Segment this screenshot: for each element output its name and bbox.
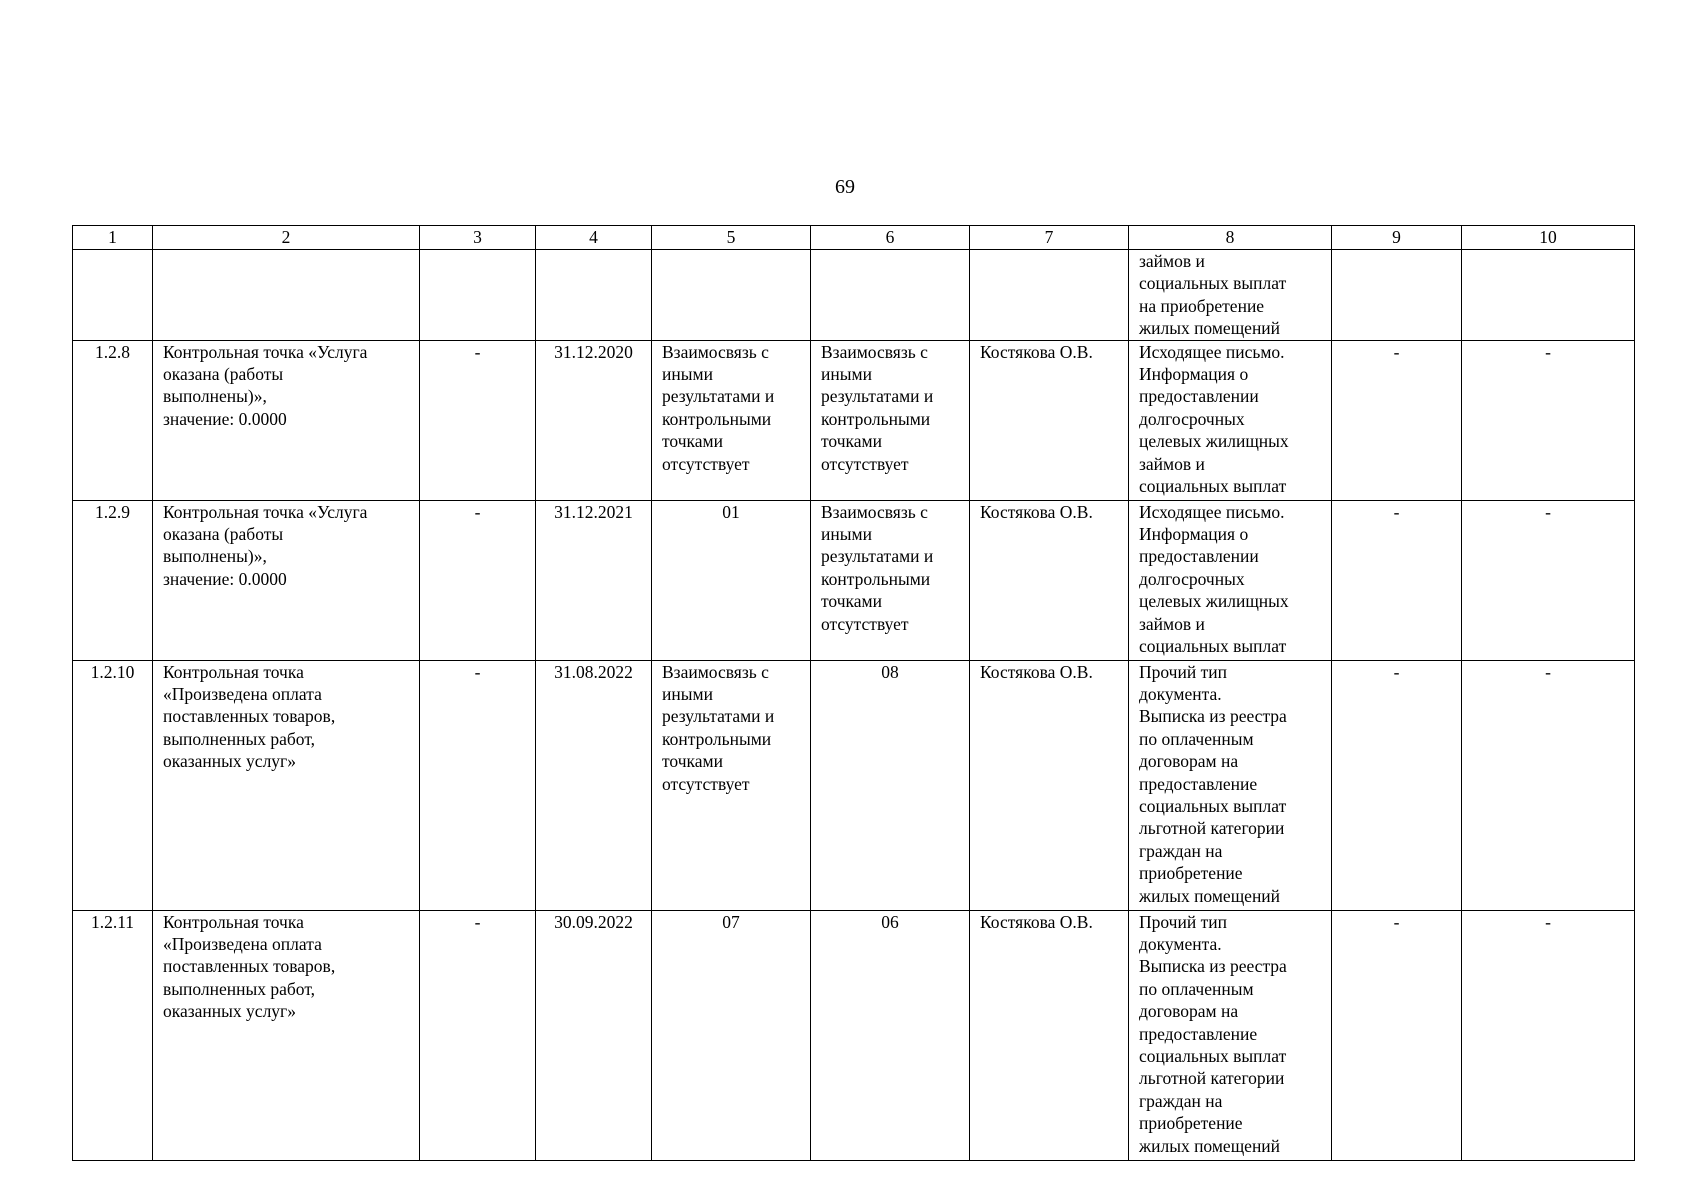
row-number: 1.2.11 bbox=[73, 910, 153, 1160]
row-date bbox=[536, 250, 652, 341]
column-number-row bbox=[73, 226, 1635, 250]
cell-col-3 bbox=[420, 250, 536, 341]
cell-col-6: 06 bbox=[811, 910, 970, 1160]
cell-col-9: - bbox=[1332, 340, 1462, 500]
column-number: 3 bbox=[420, 226, 536, 250]
row-date: 31.12.2021 bbox=[536, 500, 652, 660]
row-responsible bbox=[970, 250, 1129, 341]
column-number: 8 bbox=[1129, 226, 1332, 250]
table-row bbox=[73, 250, 1635, 341]
cell-col-5: 01 bbox=[652, 500, 811, 660]
row-number: 1.2.10 bbox=[73, 660, 153, 910]
column-number: 9 bbox=[1332, 226, 1462, 250]
table-row bbox=[73, 660, 1635, 910]
column-number: 5 bbox=[652, 226, 811, 250]
cell-col-5: Взаимосвязь с иными результатами и контрольными точками отсутствует bbox=[652, 340, 811, 500]
row-document: Исходящее письмо. Информация о предоставлении долгосрочных целевых жилищных займов и социальных выплат bbox=[1129, 500, 1332, 660]
control-points-table bbox=[72, 225, 1635, 1161]
row-name: Контрольная точка «Произведена оплата поставленных товаров, выполненных работ, оказанных услуг» bbox=[153, 660, 420, 910]
cell-col-6: Взаимосвязь с иными результатами и контрольными точками отсутствует bbox=[811, 500, 970, 660]
column-number: 4 bbox=[536, 226, 652, 250]
cell-col-9: - bbox=[1332, 660, 1462, 910]
cell-col-6: Взаимосвязь с иными результатами и контрольными точками отсутствует bbox=[811, 340, 970, 500]
column-number: 2 bbox=[153, 226, 420, 250]
cell-col-10: - bbox=[1462, 660, 1635, 910]
cell-col-6 bbox=[811, 250, 970, 341]
table-row bbox=[73, 340, 1635, 500]
cell-col-10: - bbox=[1462, 500, 1635, 660]
cell-col-10 bbox=[1462, 250, 1635, 341]
row-responsible: Костякова О.В. bbox=[970, 340, 1129, 500]
cell-col-5: 07 bbox=[652, 910, 811, 1160]
row-responsible: Костякова О.В. bbox=[970, 660, 1129, 910]
cell-col-3: - bbox=[420, 340, 536, 500]
row-name: Контрольная точка «Произведена оплата поставленных товаров, выполненных работ, оказанных услуг» bbox=[153, 910, 420, 1160]
column-number: 7 bbox=[970, 226, 1129, 250]
page-number: 69 bbox=[835, 176, 855, 198]
column-number: 6 bbox=[811, 226, 970, 250]
row-document: Прочий тип документа. Выписка из реестра по оплаченным договорам на предоставление социальных выплат льготной категории граждан на приобретение жилых помещений bbox=[1129, 910, 1332, 1160]
table-row bbox=[73, 910, 1635, 1160]
column-number: 10 bbox=[1462, 226, 1635, 250]
row-document: Прочий тип документа. Выписка из реестра по оплаченным договорам на предоставление социальных выплат льготной категории граждан на приобретение жилых помещений bbox=[1129, 660, 1332, 910]
cell-col-10: - bbox=[1462, 910, 1635, 1160]
row-name: Контрольная точка «Услуга оказана (работы выполнены)», значение: 0.0000 bbox=[153, 340, 420, 500]
cell-col-10: - bbox=[1462, 340, 1635, 500]
row-responsible: Костякова О.В. bbox=[970, 500, 1129, 660]
row-date: 31.08.2022 bbox=[536, 660, 652, 910]
row-name bbox=[153, 250, 420, 341]
cell-col-3: - bbox=[420, 910, 536, 1160]
row-name: Контрольная точка «Услуга оказана (работы выполнены)», значение: 0.0000 bbox=[153, 500, 420, 660]
column-number: 1 bbox=[73, 226, 153, 250]
cell-col-9: - bbox=[1332, 910, 1462, 1160]
cell-col-6: 08 bbox=[811, 660, 970, 910]
row-number: 1.2.8 bbox=[73, 340, 153, 500]
cell-col-9: - bbox=[1332, 500, 1462, 660]
row-document: займов и социальных выплат на приобретение жилых помещений bbox=[1129, 250, 1332, 341]
cell-col-3: - bbox=[420, 660, 536, 910]
row-number bbox=[73, 250, 153, 341]
cell-col-5: Взаимосвязь с иными результатами и контрольными точками отсутствует bbox=[652, 660, 811, 910]
row-date: 31.12.2020 bbox=[536, 340, 652, 500]
row-responsible: Костякова О.В. bbox=[970, 910, 1129, 1160]
table-row bbox=[73, 500, 1635, 660]
cell-col-9 bbox=[1332, 250, 1462, 341]
row-document: Исходящее письмо. Информация о предоставлении долгосрочных целевых жилищных займов и социальных выплат bbox=[1129, 340, 1332, 500]
cell-col-3: - bbox=[420, 500, 536, 660]
row-date: 30.09.2022 bbox=[536, 910, 652, 1160]
cell-col-5 bbox=[652, 250, 811, 341]
row-number: 1.2.9 bbox=[73, 500, 153, 660]
